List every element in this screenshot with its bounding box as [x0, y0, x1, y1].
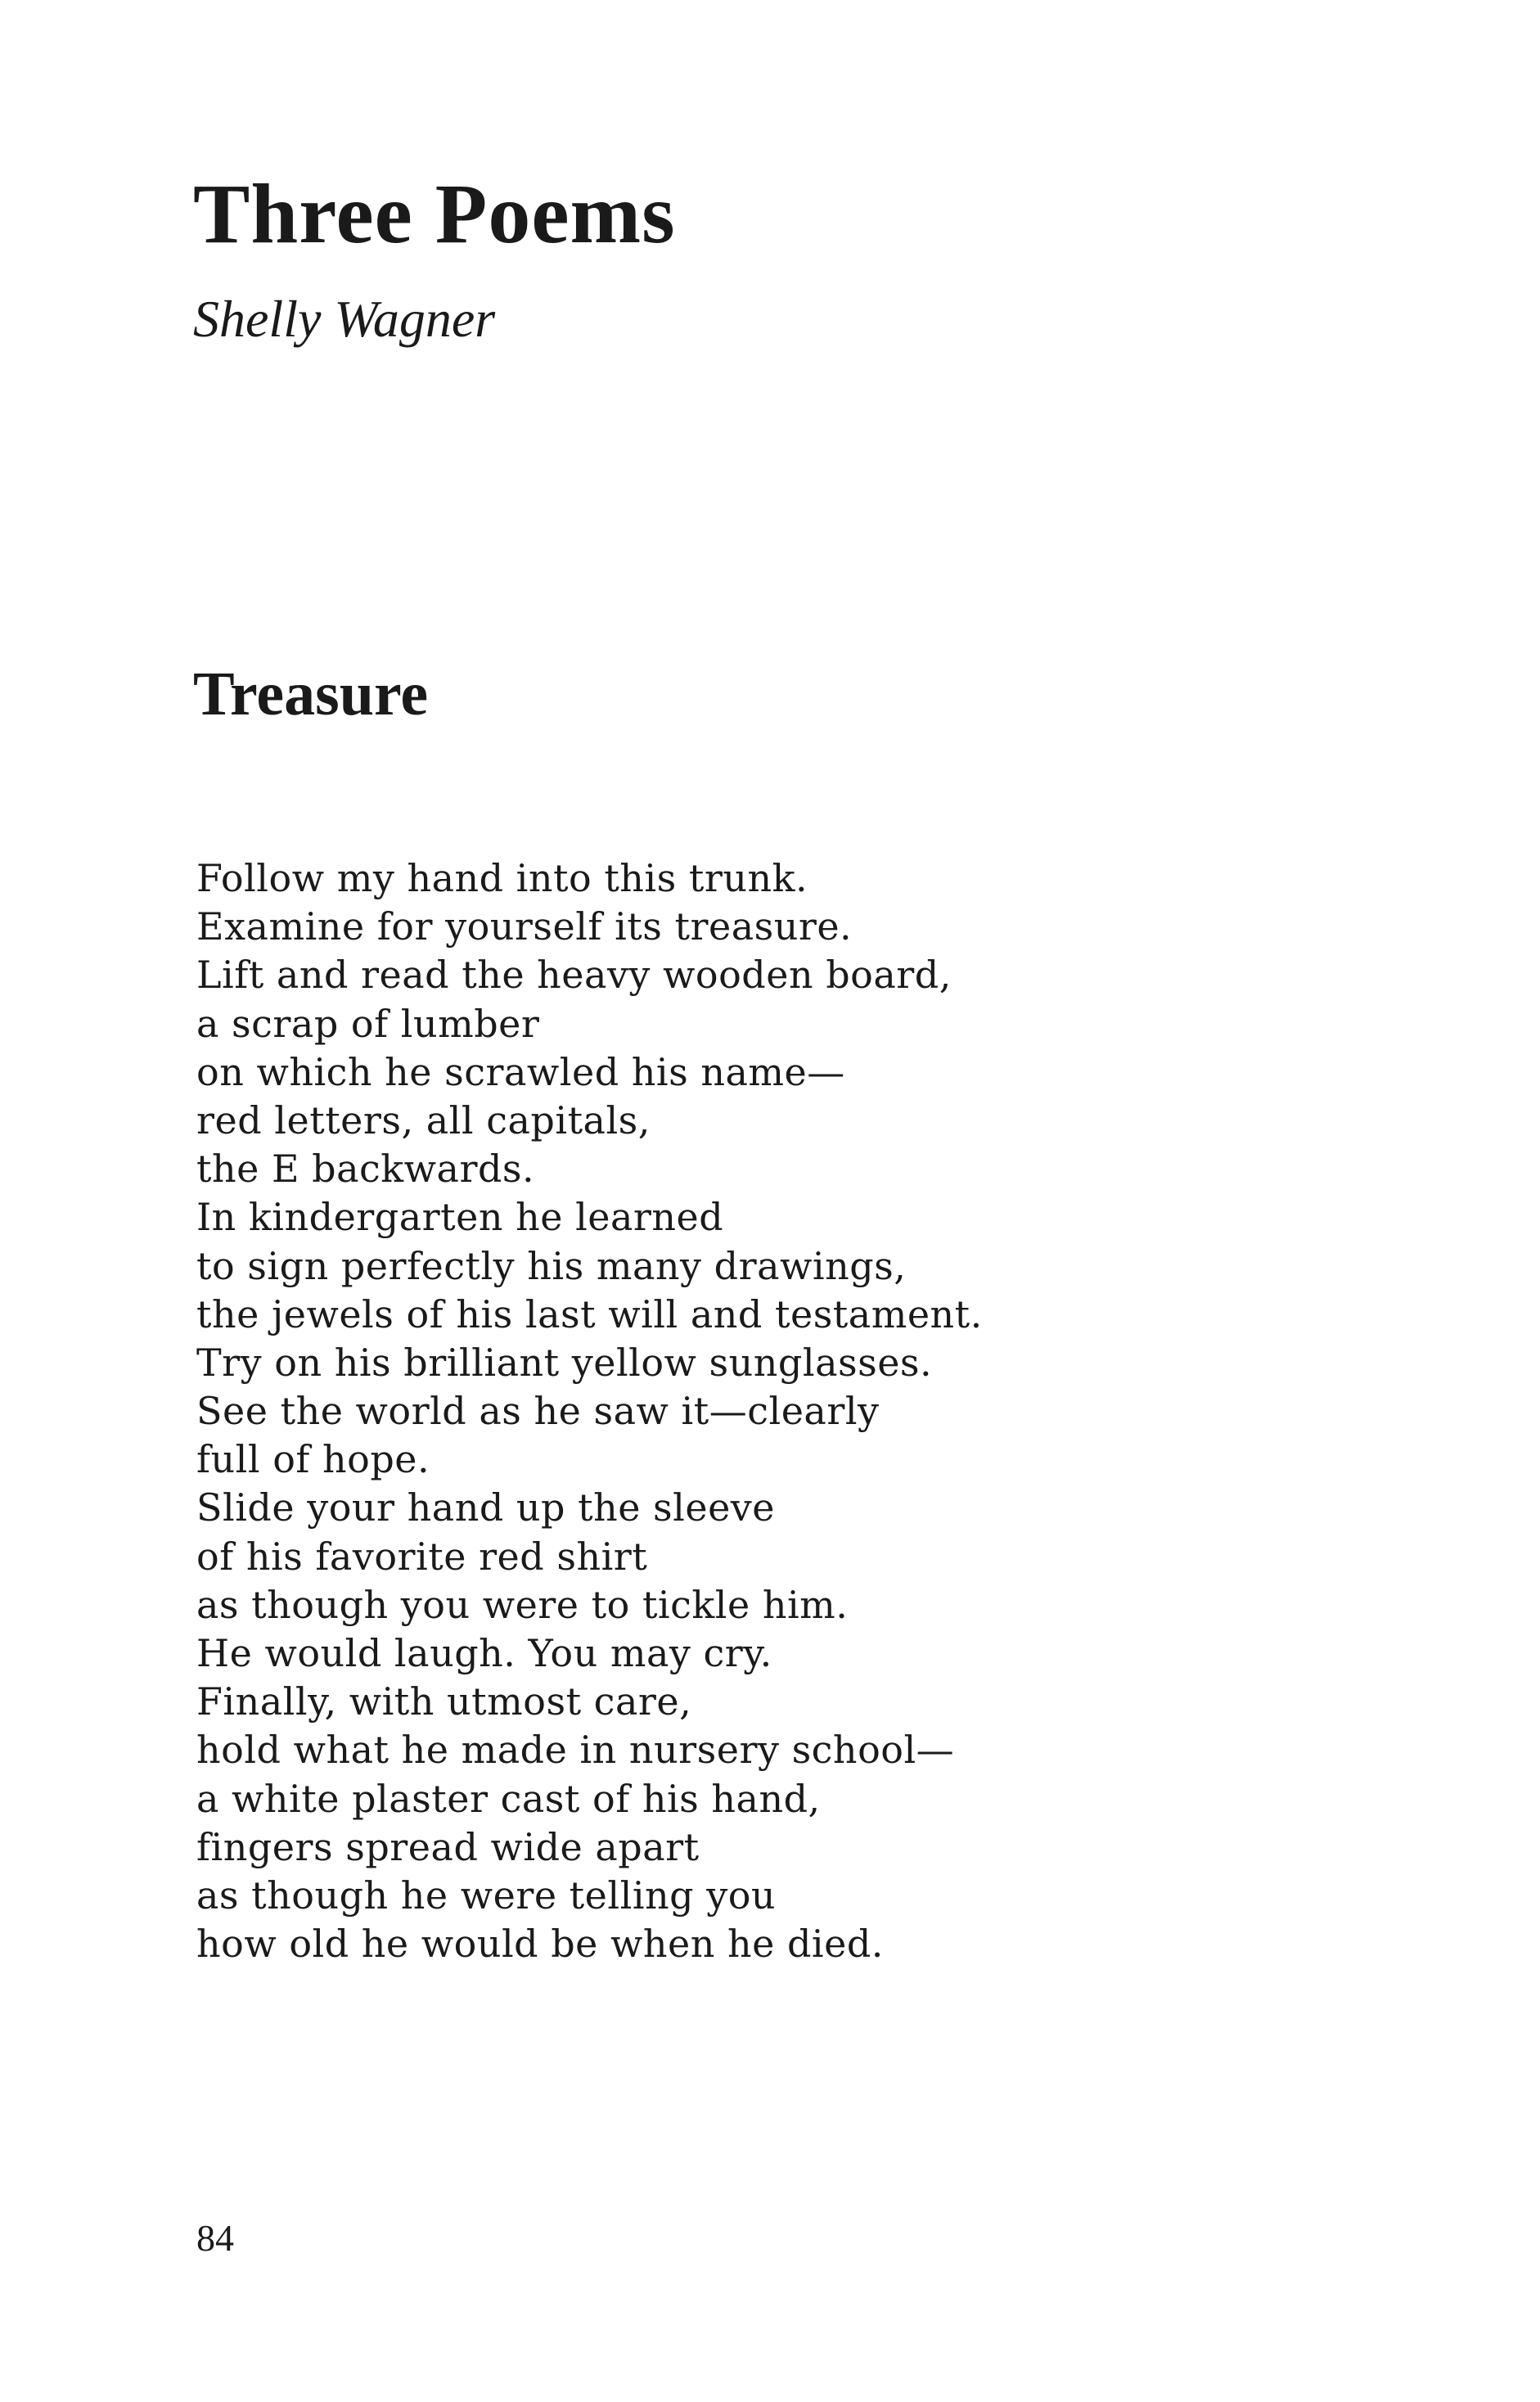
poem-line: Follow my hand into this trunk.: [196, 856, 808, 900]
poem-line: Examine for yourself its treasure.: [196, 904, 853, 949]
poem-line: Lift and read the heavy wooden board,: [196, 953, 952, 998]
poem-body: [196, 854, 983, 1968]
poem-line: a white plaster cast of his hand,: [196, 1776, 821, 1821]
poem-line: on which he scrawled his name—: [196, 1049, 845, 1094]
poem-line: Slide your hand up the sleeve: [196, 1485, 776, 1530]
poem-line: of his favorite red shirt: [196, 1534, 648, 1579]
poem-line: full of hope.: [196, 1437, 430, 1482]
poem-line: the jewels of his last will and testament.: [196, 1291, 983, 1336]
poem-line: He would laugh. You may cry.: [196, 1631, 772, 1675]
author-name: Shelly Wagner: [193, 290, 496, 348]
page-title: Three Poems: [193, 167, 676, 261]
page-number: 84: [196, 2217, 234, 2259]
poem-line: See the world as he saw it—clearly: [196, 1389, 880, 1434]
poem-line: Try on his brilliant yellow sunglasses.: [196, 1340, 933, 1385]
poem-line: a scrap of lumber: [196, 1001, 540, 1046]
poem-line: In kindergarten he learned: [196, 1195, 724, 1240]
poem-line: how old he would be when he died.: [196, 1922, 884, 1967]
poem-line: fingers spread wide apart: [196, 1824, 700, 1869]
poem-title: Treasure: [193, 660, 429, 728]
poem-line: hold what he made in nursery school—: [196, 1728, 955, 1773]
poem-line: as though you were to tickle him.: [196, 1582, 849, 1627]
poem-line: to sign perfectly his many drawings,: [196, 1243, 907, 1288]
poem-line: red letters, all capitals,: [196, 1097, 651, 1142]
poem-line: the E backwards.: [196, 1147, 535, 1192]
poem-line: as though he were telling you: [196, 1872, 777, 1918]
poem-line: Finally, with utmost care,: [196, 1679, 692, 1724]
